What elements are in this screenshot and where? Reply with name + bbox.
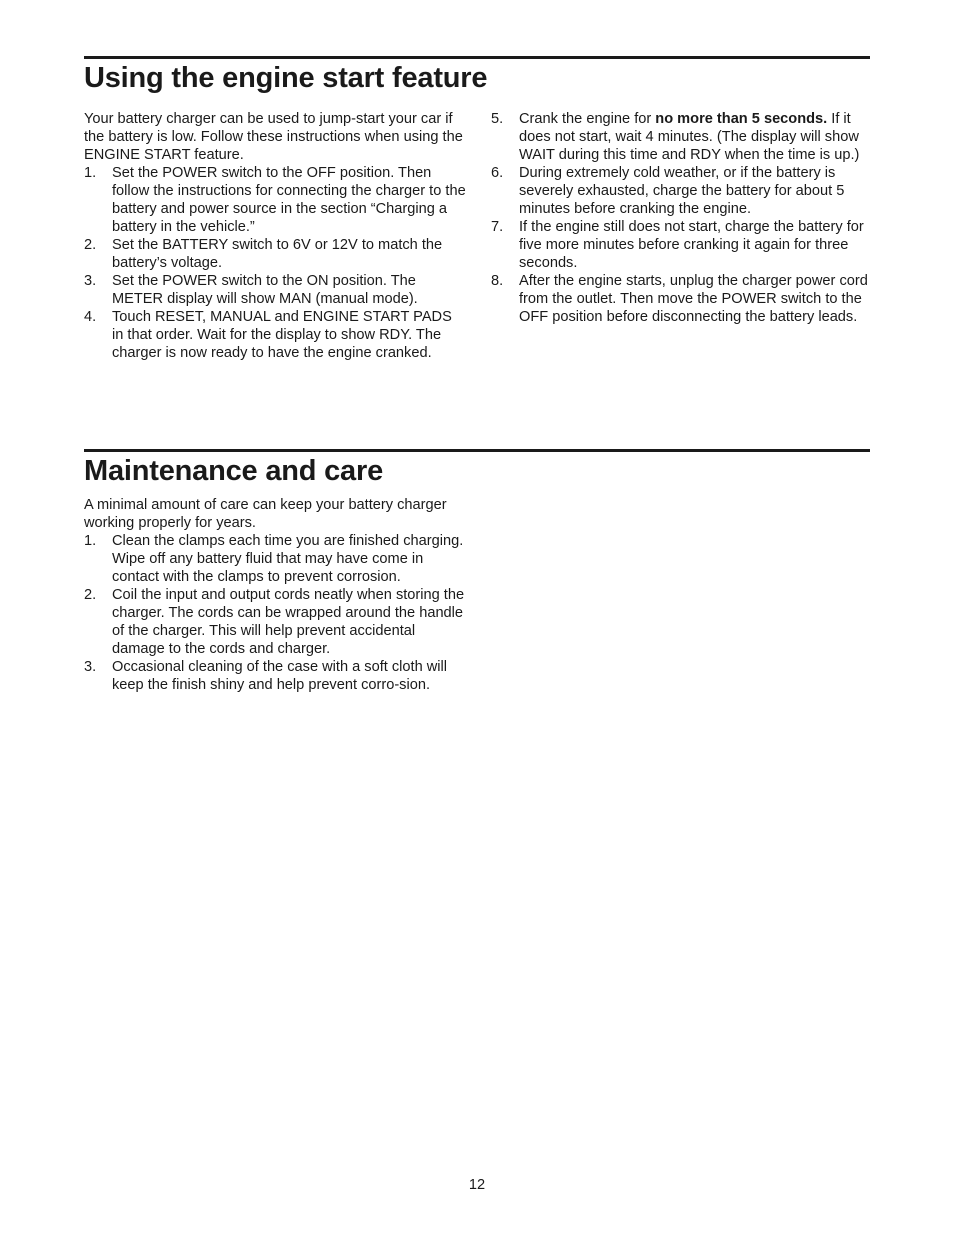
- list-item: 8. After the engine starts, unplug the charger power cord from the outlet. Then move the POWER switch to the OFF position before disconnecting the battery leads.: [491, 273, 868, 325]
- heading-engine-start: Using the engine start feature: [84, 62, 488, 94]
- list-item: 6. During extremely cold weather, or if the battery is severely exhausted, charge the battery for about 5 minutes before cranking the engine.: [491, 165, 845, 217]
- maintenance-steps-list: [84, 532, 466, 694]
- engine-start-intro: Your battery charger can be used to jump-start your car if the battery is low. Follow these instructions when using the ENGINE START feature.: [84, 111, 463, 163]
- engine-start-steps-list-b: [491, 110, 873, 326]
- list-item: 2. Set the BATTERY switch to 6V or 12V to match the battery’s voltage.: [84, 237, 443, 271]
- list-item: 1. Set the POWER switch to the OFF position. Then follow the instructions for connecting the charger to the battery and power source in the section “Charging a battery in the vehicle.”: [84, 165, 466, 235]
- list-item: 5. Crank the engine for no more than 5 seconds. If it does not start, wait 4 minutes. (The display will show WAIT during this time and RDY when the time is up.): [491, 111, 860, 163]
- section-divider-engine-start: [84, 56, 870, 59]
- section-divider-maintenance: [84, 449, 870, 452]
- list-item: 4. Touch RESET, MANUAL and ENGINE START PADS in that order. Wait for the display to show RDY. The charger is now ready to have the engine cranked.: [84, 309, 452, 361]
- engine-start-right-column: [491, 110, 873, 326]
- heading-maintenance: Maintenance and care: [84, 455, 383, 487]
- list-item: 3. Occasional cleaning of the case with a soft cloth will keep the finish shiny and help prevent corro-sion.: [84, 659, 448, 693]
- list-item: 3. Set the POWER switch to the ON position. The METER display will show MAN (manual mode).: [84, 273, 418, 307]
- maintenance-intro: A minimal amount of care can keep your battery charger working properly for years.: [84, 497, 447, 531]
- list-item: 7. If the engine still does not start, charge the battery for five more minutes before cranking it again for three seconds.: [491, 219, 864, 271]
- list-item: 2. Coil the input and output cords neatly when storing the charger. The cords can be wrapped around the handle of the charger. This will help prevent accidental damage to the cords and charger.: [84, 587, 465, 657]
- engine-start-steps-list-a: [84, 164, 466, 362]
- maintenance-column: [84, 496, 466, 694]
- page-number: 12: [468, 1177, 486, 1193]
- list-item: 1. Clean the clamps each time you are finished charging. Wipe off any battery fluid that may have come in contact with the clamps to prevent corrosion.: [84, 533, 464, 585]
- crank-time-warning: no more than 5 seconds.: [655, 111, 828, 127]
- engine-start-left-column: [84, 110, 466, 362]
